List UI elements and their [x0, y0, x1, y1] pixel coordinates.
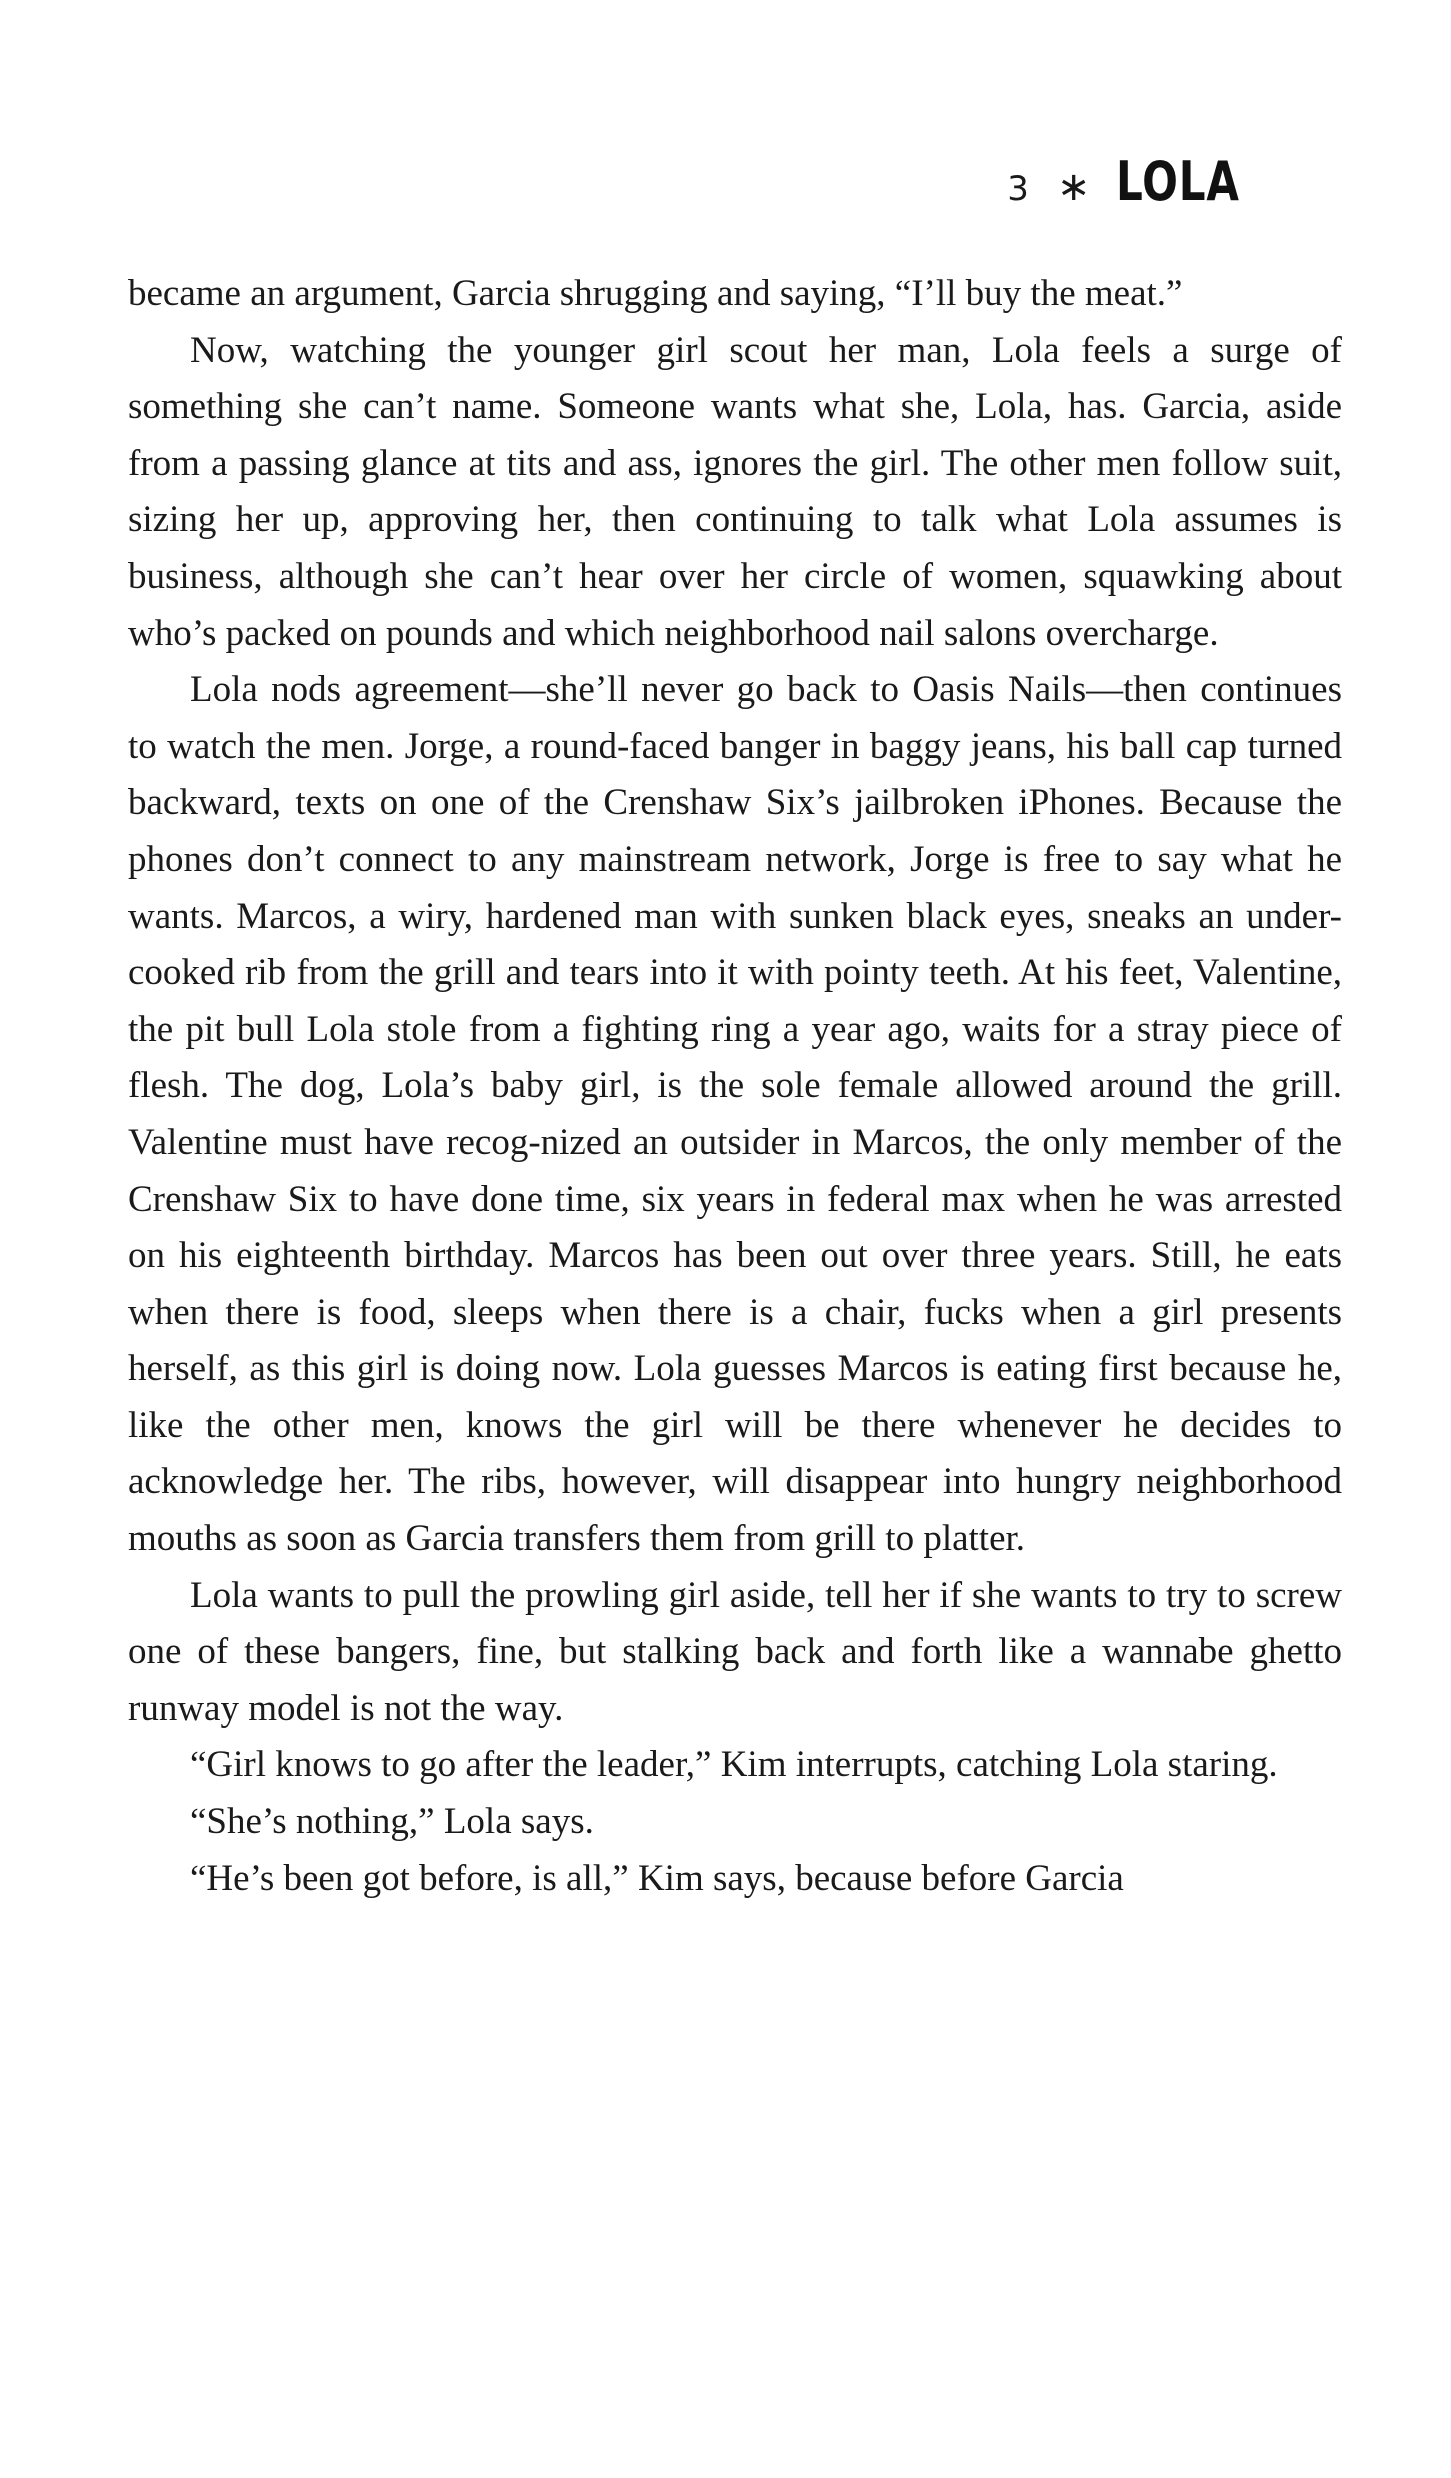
paragraph: Now, watching the younger girl scout her man, Lola feels a surge of something she can’t name. Someone wants what she, Lola, has. Garcia, aside from a passing glance at tits and ass, ignores the girl. The other men follow suit, sizing her up, approving her, then continuing to talk what Lola assumes is business, although she can’t hear over her circle of women, squawking about who’s packed on pounds and which neighborhood nail salons overcharge. — [128, 329, 1342, 654]
paragraph: “She’s nothing,” Lola says. — [190, 1801, 594, 1843]
paragraph: Lola wants to pull the prowling girl aside, tell her if she wants to try to screw one of these bangers, fine, but stalking back and forth like a wannabe ghetto runway model is not the way. — [128, 1574, 1342, 1729]
page-number: 3 — [1007, 169, 1029, 209]
paragraph: became an argument, Garcia shrugging and saying, “I’ll buy the meat.” — [128, 273, 1183, 314]
asterisk-ornament-icon: ∗ — [1056, 164, 1091, 210]
paragraph: Lola nods agreement—she’ll never go back to Oasis Nails—then continues to watch the men. Jorge, a round-faced banger in baggy jeans, his ball cap turned backward, texts on one of the Crenshaw Six’s jailbroken iPhones. Because the phones don’t connect to any mainstream network, Jorge is free to say what he wants. Marcos, a wiry, hardened man with sunken black eyes, sneaks an under-cooked rib from the grill and tears into it with pointy teeth. At his feet, Valentine, the pit bull Lola stole from a fighting ring a year ago, waits for a stray piece of flesh. The dog, Lola’s baby girl, is the sole female allowed around the grill. Valentine must have recog-nized an outsider in Marcos, the only member of the Crenshaw Six to have done time, six years in federal max when he was arrested on his eighteenth birthday. Marcos has been out over three years. Still, he eats when there is food, sleeps when there is a chair, fucks when a girl presents herself, as this girl is doing now. Lola guesses Marcos is eating first because he, like the other men, knows the girl will be there whenever he decides to acknowledge her. The ribs, however, will disappear into hungry neighborhood mouths as soon as Garcia transfers them from grill to platter. — [128, 669, 1342, 1560]
paragraph: “Girl knows to go after the leader,” Kim interrupts, catching Lola staring. — [190, 1744, 1278, 1786]
body-text — [128, 266, 1342, 1907]
chapter-title: LOLA — [1116, 150, 1241, 213]
running-header — [1007, 150, 1251, 220]
paragraph: “He’s been got before, is all,” Kim says, because before Garcia — [190, 1857, 1124, 1899]
